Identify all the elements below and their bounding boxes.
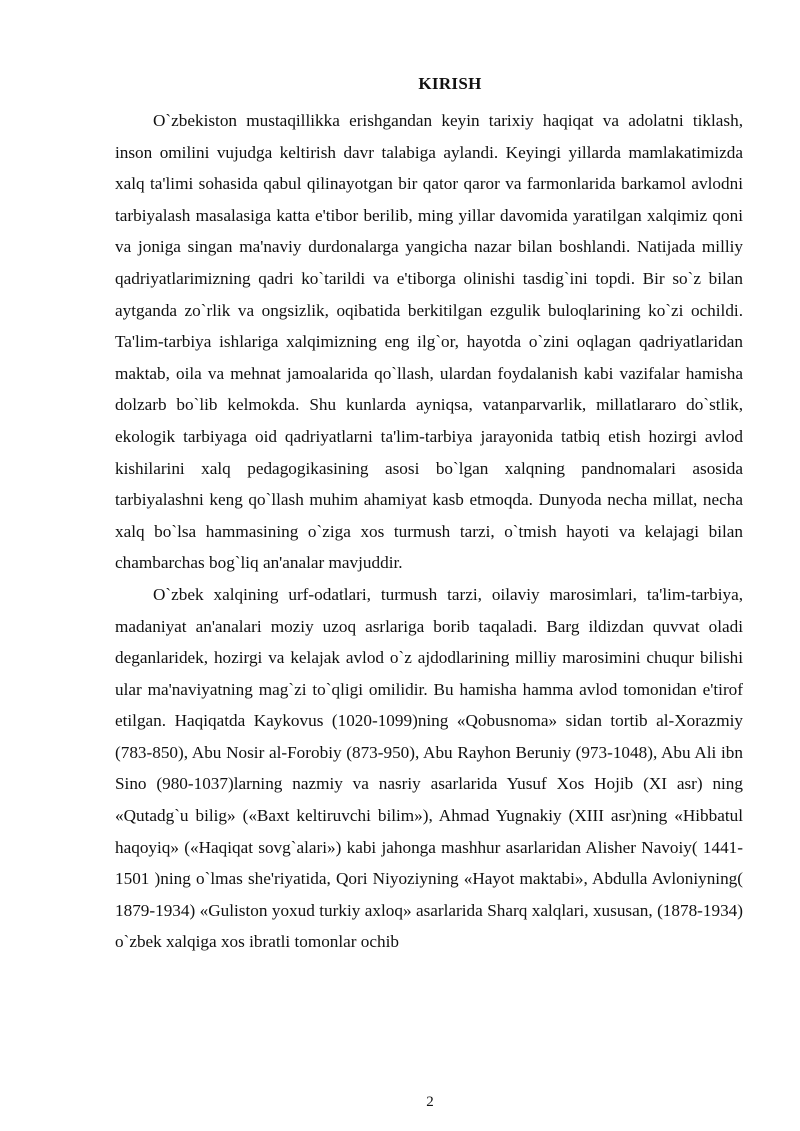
paragraph-traditions: O`zbek xalqining urf-odatlari, turmush tarzi, oilaviy marosimlari, ta'lim-tarbiya, madaniyat an'analari moziy uzoq asrlariga borib taqaladi. Barg ildizdan quvvat oladi deganlaridek, hozirgi va kelajak avlod o`z ajdodlarining milliy marosimini chuqur bilishi ular ma'naviyatning mag`zi to`qligi omilidir. Bu hamisha hamma avlod tomonidan e'tirof etilgan. Haqiqatda Kaykovus (1020-1099)ning «Qobusnoma» sidan tortib al-Xorazmiy (783-850), Abu Nosir al-Forobiy (873-950), Abu Rayhon Beruniy (973-1048), Abu Ali ibn Sino (980-1037)larning nazmiy va nasriy asarlarida Yusuf Xos Hojib (XI asr) ning «Qutadg`u bilig» («Baxt keltiruvchi bilim»), Ahmad Yugnakiy (XIII asr)ning «Hibbatul haqoyiq» («Haqiqat sovg`alari») kabi jahonga mashhur asarlaridan Alisher Navoiy( 1441-1501 )ning o`lmas she'riyatida, Qori Niyoziyning «Hayot maktabi», Abdulla Avloniyning( 1879-1934) «Guliston yoxud turkiy axloq» asarlarida Sharq xalqlari, xususan, (1878-1934) o`zbek xalqiga xos ibratli tomonlar ochib — [115, 584, 743, 952]
page-number: 2 — [426, 1094, 434, 1110]
body-text — [115, 105, 743, 958]
paragraph-intro: O`zbekiston mustaqillikka erishgandan keyin tarixiy haqiqat va adolatni tiklash, inson omilini vujudga keltirish davr talabiga aylandi. Keyingi yillarda mamlakatimizda xalq ta'limi sohasida qabul qilinayotgan bir qator qaror va farmonlarida barkamol avlodni tarbiyalash masalasiga katta e'tibor berilib, ming yillar davomida yaratilgan xalqimiz qoni va joniga singan ma'naviy durdonalarga yangicha nazar bilan boshlandi. Natijada milliy qadriyatlarimizning qadri ko`tarildi va e'tiborga olinishi tasdig`ini topdi. Bir so`z bilan aytganda zo`rlik va ongsizlik, oqibatida berkitilgan ezgulik buloqlarining ko`zi ochildi. Ta'lim-tarbiya ishlariga xalqimizning eng ilg`or, hayotda o`zini oqlagan qadriyatlaridan maktab, oila va mehnat jamoalarida qo`llash, ulardan foydalanish kabi vazifalar hamisha dolzarb bo`lib kelmokda. Shu kunlarda ayniqsa, vatanparvarlik, millatlararo do`stlik, ekologik tarbiyaga oid qadriyatlarni ta'lim-tarbiya jarayonida tatbiq etish hozirgi avlod kishilarini xalq pedagogikasining asosi bo`lgan xalqning pandnomalari asosida tarbiyalashni keng qo`llash muhim ahamiyat kasb etmoqda. Dunyoda necha millat, necha xalq bo`lsa hammasining o`ziga xos turmush tarzi, o`tmish hayoti va kelajagi bilan chambarchas bog`liq an'analar mavjuddir. — [115, 111, 743, 573]
section-heading: KIRISH — [418, 74, 482, 93]
